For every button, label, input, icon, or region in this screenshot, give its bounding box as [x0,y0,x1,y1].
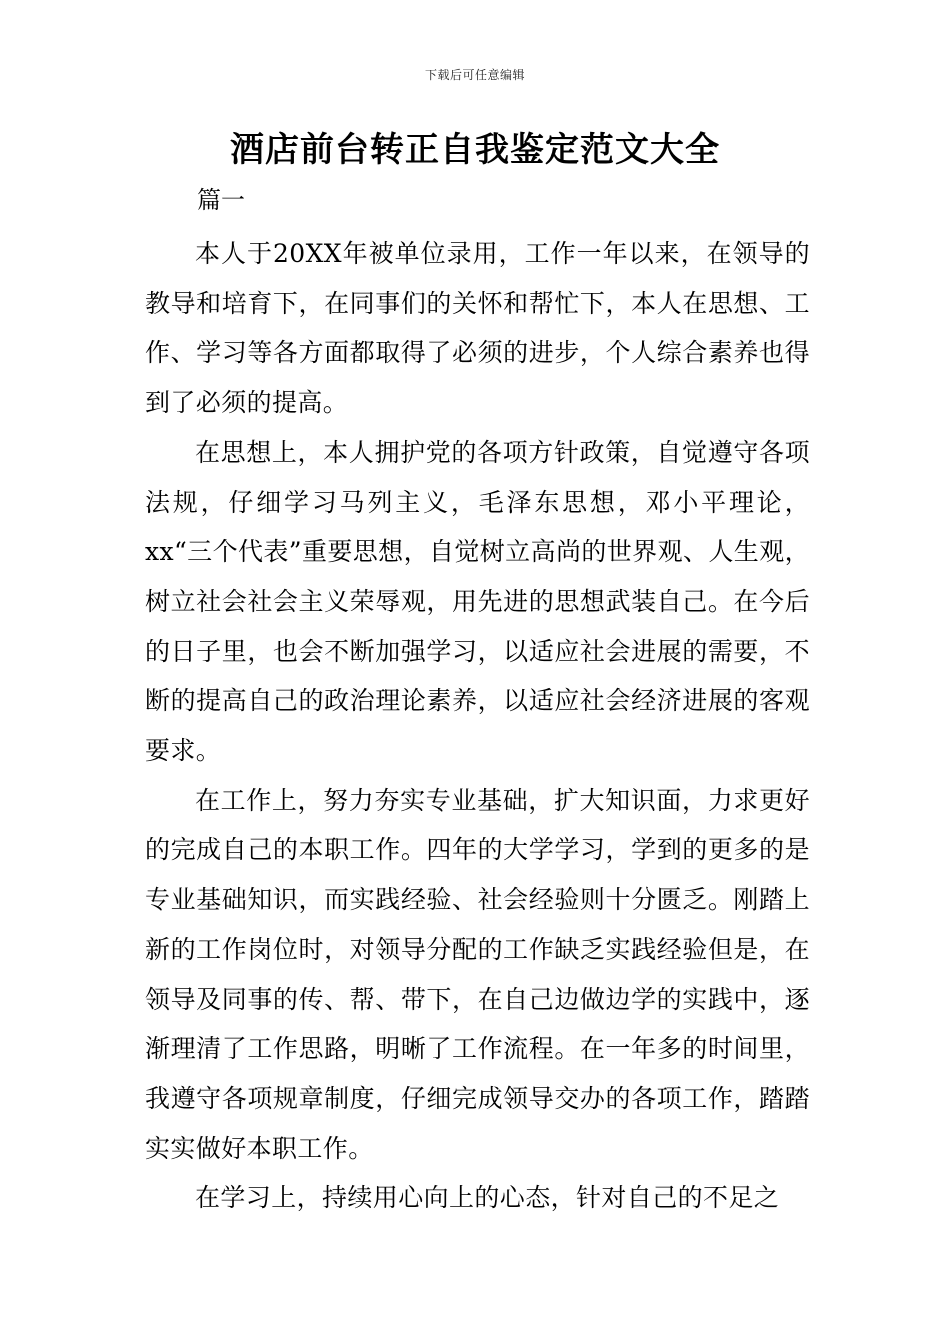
section-label: 篇一 [197,186,245,214]
paragraph: 在思想上，本人拥护党的各项方针政策，自觉遵守各项法规，仔细学习马列主义，毛泽东思想，邓小平理论，xx“三个代表”重要思想，自觉树立高尚的世界观、人生观，树立社会社会主义荣辱观，用先进的思想武装自己。在今后的日子里，也会不断加强学习，以适应社会进展的需要，不断的提高自己的政治理论素养，以适应社会经济进展的客观要求。 [145,437,810,766]
document-title: 酒店前台转正自我鉴定范文大全 [230,130,720,170]
paragraph: 在学习上，持续用心向上的心态，针对自己的不足之 [195,1183,780,1213]
paragraph: 本人于20XX年被单位录用，工作一年以来，在领导的教导和培育下，在同事们的关怀和帮忙下，本人在思想、工作、学习等各方面都取得了必须的进步，个人综合素养也得到了必须的提高。 [145,239,810,418]
document-body [145,229,810,1223]
paragraph: 在工作上，努力夯实专业基础，扩大知识面，力求更好的完成自己的本职工作。四年的大学学习，学到的更多的是专业基础知识，而实践经验、社会经验则十分匮乏。刚踏上新的工作岗位时，对领导分配的工作缺乏实践经验但是，在领导及同事的传、帮、带下，在自己边做边学的实践中，逐渐理清了工作思路，明晰了工作流程。在一年多的时间里，我遵守各项规章制度，仔细完成领导交办的各项工作，踏踏实实做好本职工作。 [145,785,810,1163]
header-note: 下载后可任意编辑 [424,68,525,82]
